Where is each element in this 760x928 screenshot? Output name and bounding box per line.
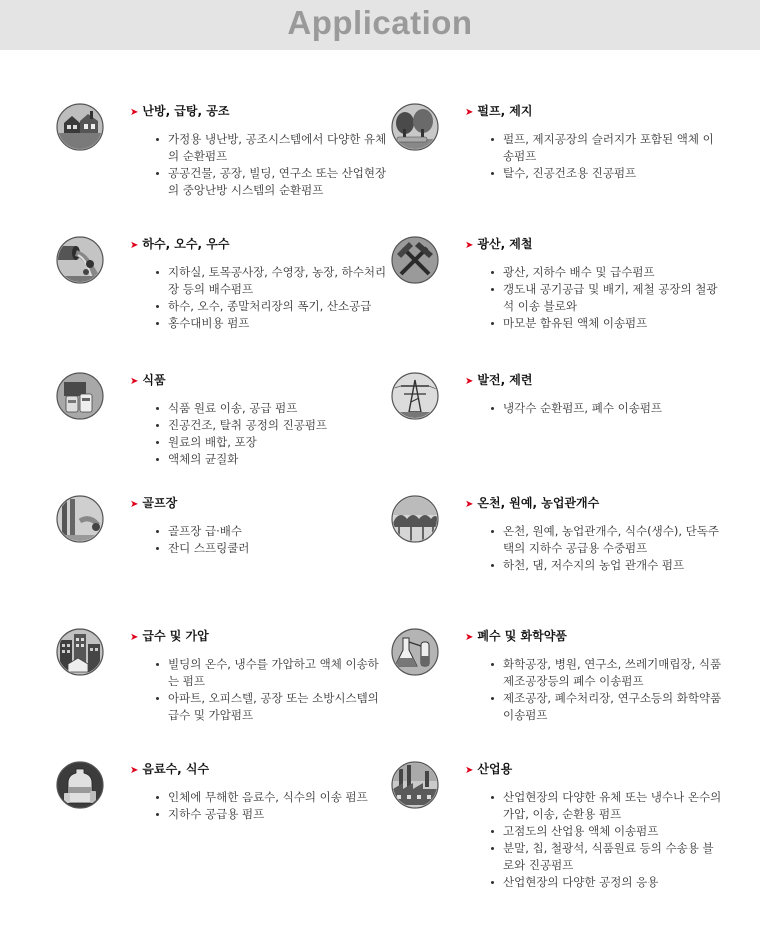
bullet-list xyxy=(156,523,388,557)
page-title: Application xyxy=(287,4,473,41)
list-item: 원료의 배합, 포장 xyxy=(156,434,388,451)
bullet-list xyxy=(156,131,388,199)
list-item: 갱도내 공기공급 및 배기, 제철 공장의 철광석 이송 블로와 xyxy=(491,281,723,315)
arrow-icon: ➤ xyxy=(130,240,139,251)
section-title: ➤ 하수, 오수, 우수 xyxy=(130,237,230,251)
bullet-list xyxy=(491,400,723,417)
section-title: ➤ 펄프, 제지 xyxy=(465,104,533,118)
pulp-forest-icon xyxy=(391,103,439,151)
list-item: 잔디 스프링쿨러 xyxy=(156,540,388,557)
arrow-icon: ➤ xyxy=(465,765,474,776)
section-title: ➤ 온천, 원예, 농업관개수 xyxy=(465,496,600,510)
list-item: 홍수대비용 펌프 xyxy=(156,315,388,332)
city-buildings-icon xyxy=(56,628,104,676)
list-item: 산업현장의 다양한 공정의 응용 xyxy=(491,874,723,891)
list-item: 액체의 균질화 xyxy=(156,451,388,468)
arrow-icon: ➤ xyxy=(130,107,139,118)
section-title: ➤ 음료수, 식수 xyxy=(130,762,210,776)
list-item: 광산, 지하수 배수 및 급수펌프 xyxy=(491,264,723,281)
mining-tools-icon xyxy=(391,236,439,284)
arrow-icon: ➤ xyxy=(130,376,139,387)
heating-house-icon xyxy=(56,103,104,151)
chemical-flasks-icon xyxy=(391,628,439,676)
list-item: 분말, 칩, 철광석, 식품원료 등의 수송용 블로와 진공펌프 xyxy=(491,840,723,874)
list-item: 가정용 냉난방, 공조시스템에서 다양한 유체의 순환펌프 xyxy=(156,131,388,165)
arrow-icon: ➤ xyxy=(130,499,139,510)
greenhouse-field-icon xyxy=(391,495,439,543)
bullet-list xyxy=(491,131,723,182)
list-item: 화학공장, 병원, 연구소, 쓰레기매립장, 식품제조공장등의 폐수 이송펌프 xyxy=(491,656,723,690)
list-item: 온천, 원예, 농업관개수, 식수(생수), 단독주택의 지하수 공급용 수중펌프 xyxy=(491,523,723,557)
list-item: 공공건물, 공장, 빌딩, 연구소 또는 산업현장의 중앙난방 시스템의 순환펌프 xyxy=(156,165,388,199)
arrow-icon: ➤ xyxy=(130,765,139,776)
list-item: 펄프, 제지공장의 슬러지가 포함된 액체 이송펌프 xyxy=(491,131,723,165)
list-item: 마모분 함유된 액체 이송펌프 xyxy=(491,315,723,332)
section-title: ➤ 발전, 제련 xyxy=(465,373,533,387)
bullet-list xyxy=(491,789,723,891)
list-item: 산업현장의 다양한 유체 또는 냉수나 온수의 가압, 이송, 순환용 펌프 xyxy=(491,789,723,823)
bullet-list xyxy=(491,656,723,724)
list-item: 지하수 공급용 펌프 xyxy=(156,806,388,823)
section-title: ➤ 골프장 xyxy=(130,496,178,510)
arrow-icon: ➤ xyxy=(465,376,474,387)
list-item: 아파트, 오피스텔, 공장 또는 소방시스템의 급수 및 가압펌프 xyxy=(156,690,388,724)
list-item: 제조공장, 폐수처리장, 연구소등의 화학약품 이송펌프 xyxy=(491,690,723,724)
arrow-icon: ➤ xyxy=(465,499,474,510)
section-title: ➤ 산업용 xyxy=(465,762,513,776)
arrow-icon: ➤ xyxy=(465,107,474,118)
bullet-list xyxy=(156,400,388,468)
sewage-pipe-icon xyxy=(56,236,104,284)
power-tower-icon xyxy=(391,372,439,420)
list-item: 하수, 오수, 종말처리장의 폭기, 산소공급 xyxy=(156,298,388,315)
list-item: 하천, 댐, 저수지의 농업 관개수 펌프 xyxy=(491,557,723,574)
list-item: 인체에 무해한 음료수, 식수의 이송 펌프 xyxy=(156,789,388,806)
list-item: 빌딩의 온수, 냉수를 가압하고 액체 이송하는 펌프 xyxy=(156,656,388,690)
arrow-icon: ➤ xyxy=(130,632,139,643)
section-title: ➤ 난방, 급탕, 공조 xyxy=(130,104,230,118)
list-item: 진공건조, 탈취 공정의 진공펌프 xyxy=(156,417,388,434)
list-item: 탈수, 진공건조용 진공펌프 xyxy=(491,165,723,182)
bullet-list xyxy=(156,264,388,332)
list-item: 식품 원료 이송, 공급 펌프 xyxy=(156,400,388,417)
list-item: 냉각수 순환펌프, 폐수 이송펌프 xyxy=(491,400,723,417)
list-item: 골프장 급·배수 xyxy=(156,523,388,540)
bullet-list xyxy=(491,523,723,574)
arrow-icon: ➤ xyxy=(465,632,474,643)
water-bottles-icon xyxy=(56,761,104,809)
golf-sprinkler-icon xyxy=(56,495,104,543)
list-item: 고점도의 산업용 액체 이송펌프 xyxy=(491,823,723,840)
bullet-list xyxy=(491,264,723,332)
section-title: ➤ 폐수 및 화학약품 xyxy=(465,629,567,643)
list-item: 지하실, 토목공사장, 수영장, 농장, 하수처리장 등의 배수펌프 xyxy=(156,264,388,298)
bullet-list xyxy=(156,789,388,823)
arrow-icon: ➤ xyxy=(465,240,474,251)
bullet-list xyxy=(156,656,388,724)
food-jars-icon xyxy=(56,372,104,420)
section-title: ➤ 급수 및 가압 xyxy=(130,629,209,643)
section-title: ➤ 식품 xyxy=(130,373,166,387)
section-title: ➤ 광산, 제철 xyxy=(465,237,533,251)
factory-icon xyxy=(391,761,439,809)
